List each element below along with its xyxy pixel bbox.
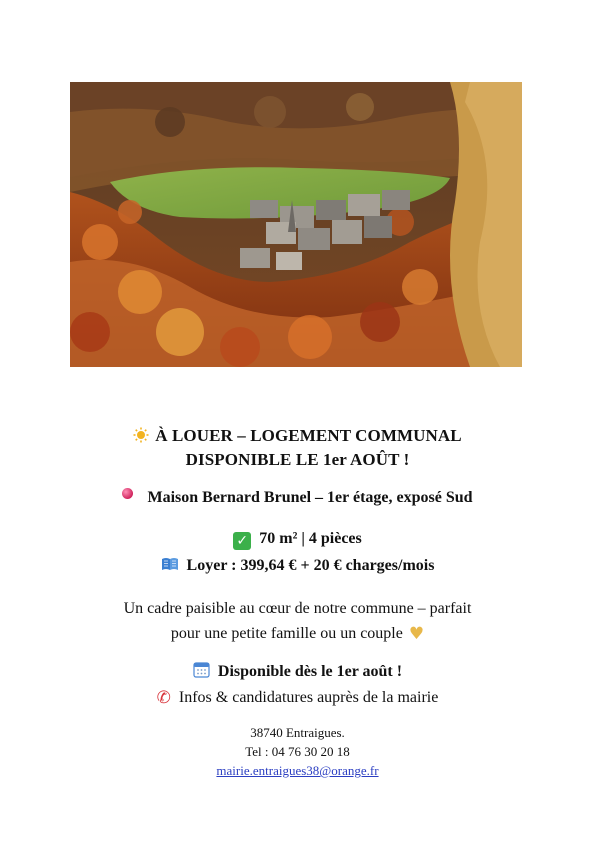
- house-text: Maison Bernard Brunel – 1er étage, exposé Sud: [147, 489, 473, 506]
- telephone-icon: ✆: [156, 688, 171, 708]
- listing-title: [0, 424, 595, 472]
- infos-line: [0, 688, 595, 708]
- house-line: [0, 488, 595, 507]
- check-icon: ✓: [233, 532, 251, 550]
- description: [0, 596, 595, 647]
- yellow-heart-icon: ♥: [408, 624, 425, 644]
- book-icon: [161, 557, 179, 571]
- rent-line: [0, 557, 595, 575]
- availability-text: Disponible dès le 1er août !: [217, 663, 403, 680]
- title-line-1: [0, 424, 595, 448]
- title-text-1: À LOUER – LOGEMENT COMMUNAL: [155, 426, 462, 445]
- description-line-1: Un cadre paisible au cœur de notre commune – parfait: [123, 600, 472, 617]
- sun-icon: [133, 426, 149, 442]
- address-text: 38740 Entraigues.: [250, 725, 345, 740]
- calendar-icon: [193, 661, 210, 678]
- size-text: 70 m² | 4 pièces: [259, 530, 362, 547]
- email-link[interactable]: mairie.entraigues38@orange.fr: [216, 763, 379, 778]
- description-text-2: pour une petite famille ou un couple: [170, 625, 403, 642]
- title-line-2: DISPONIBLE LE 1er AOÛT !: [185, 450, 410, 469]
- pin-dot-icon: [122, 488, 133, 499]
- description-line-2: [0, 621, 595, 647]
- infos-text: Infos & candidatures auprès de la mairie: [178, 689, 439, 706]
- phone-text: Tel : 04 76 30 20 18: [245, 744, 350, 759]
- availability-line: [0, 661, 595, 681]
- contact-block: [0, 723, 595, 780]
- village-photo: [70, 82, 522, 367]
- rent-text: Loyer : 399,64 € + 20 € charges/mois: [186, 557, 435, 574]
- size-line: [0, 530, 595, 550]
